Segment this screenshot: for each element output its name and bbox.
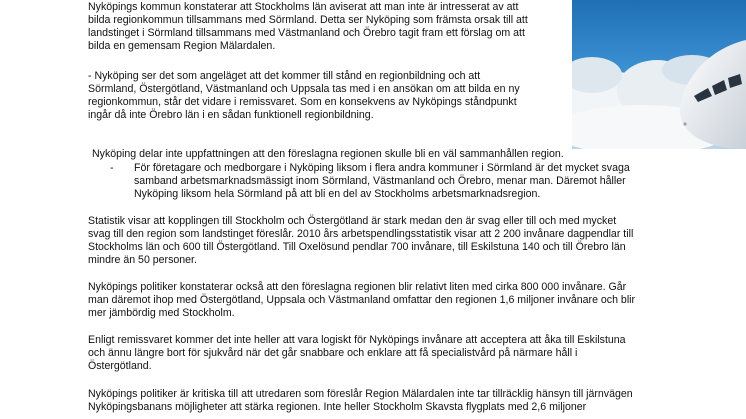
paragraph-6-line-2: man däremot ihop med Östergötland, Uppsala och Västmanland omfattar den regionen 1,6 miljoner invånare och blir bbox=[88, 294, 636, 306]
paragraph-2-line-1: - Nyköping ser det som angeläget att det kommer till stånd en regionbildning och att bbox=[88, 70, 481, 82]
bullet-line-1: För företagare och medborgare i Nyköping liksom i flera andra kommuner i Sörmland är det mycket svaga bbox=[134, 162, 630, 174]
paragraph-7-line-3: Östergötland. bbox=[88, 360, 152, 372]
paragraph-1-line-1: Nyköpings kommun konstaterar att Stockholms län aviserat att man inte är intresserat av att bbox=[88, 1, 519, 13]
paragraph-7-line-1: Enligt remissvaret kommer det inte heller att vara logiskt för Nyköpings invånare att acceptera att åka till Eskilstuna bbox=[88, 334, 626, 346]
paragraph-8-line-2: Nyköpingsbanans möjligheter att stärka regionen. Inte heller Stockholm Skavsta flygplats med 2,6 miljoner bbox=[88, 401, 587, 413]
airplane-nose-icon bbox=[572, 0, 746, 149]
airplane-photo bbox=[572, 0, 746, 149]
paragraph-2-line-3: regionkommun, står det vidare i remissvaret. Som en konsekvens av Nyköpings ståndpunkt bbox=[88, 96, 517, 108]
paragraph-1-line-2: bilda regionkommun tillsammans med Sörmland. Detta ser Nyköping som främsta orsak till att bbox=[88, 14, 528, 26]
paragraph-5-line-3: Stockholms län och 600 till Östergötland. Till Oxelösund pendlar 700 invånare, till Eskilstuna 140 och till Örebro län bbox=[88, 241, 626, 253]
paragraph-5-line-2: svag till den region som landstinget föreslår. 2010 års arbetspendlingsstatistik visar att 2 200 invånare dagpendlar till bbox=[88, 228, 634, 240]
bullet-line-3: Nyköping liksom hela Sörmland på att bli en del av Stockholms arbetsmarknadsregion. bbox=[134, 188, 541, 200]
paragraph-7-line-2: och ännu längre bort för sjukvård när det går snabbare och enklare att få specialistvård på närmare håll i bbox=[88, 347, 578, 359]
paragraph-6-line-1: Nyköpings politiker konstaterar också att den föreslagna regionen blir relativt liten med cirka 800 000 invånare. Går bbox=[88, 281, 627, 293]
paragraph-5-line-1: Statistik visar att kopplingen till Stockholm och Östergötland är stark medan den är svag eller till och med mycket bbox=[88, 215, 617, 227]
paragraph-1-line-4: bilda en gemensam Region Mälardalen. bbox=[88, 40, 276, 52]
bullet-dash: - bbox=[110, 162, 114, 174]
paragraph-2-line-2: Sörmland, Östergötland, Västmanland och Uppsala tas med i en ansökan om att bilda en ny bbox=[88, 83, 520, 95]
paragraph-3-line-1: Nyköping delar inte uppfattningen att den föreslagna regionen skulle bli en väl sammanhållen region. bbox=[92, 148, 564, 160]
paragraph-1-line-3: landstinget i Sörmland tillsammans med Västmanland och Örebro tagit fram ett förslag om att bbox=[88, 27, 525, 39]
paragraph-8-line-1: Nyköpings politiker är kritiska till att utredaren som föreslår Region Mälardalen inte tar tillräcklig hänsyn till järnvägen bbox=[88, 388, 633, 400]
paragraph-6-line-3: mer jämbördig med Stockholm. bbox=[88, 307, 235, 319]
paragraph-2-line-4: ingår då inte Örebro län i en sådan funktionell regionbildning. bbox=[88, 109, 374, 121]
bullet-line-2: samband arbetsmarknadsmässigt inom Sörmland, Västmanland och Örebro, menar man. Däremot håller bbox=[134, 175, 626, 187]
paragraph-5-line-4: mindre än 50 personer. bbox=[88, 254, 197, 266]
